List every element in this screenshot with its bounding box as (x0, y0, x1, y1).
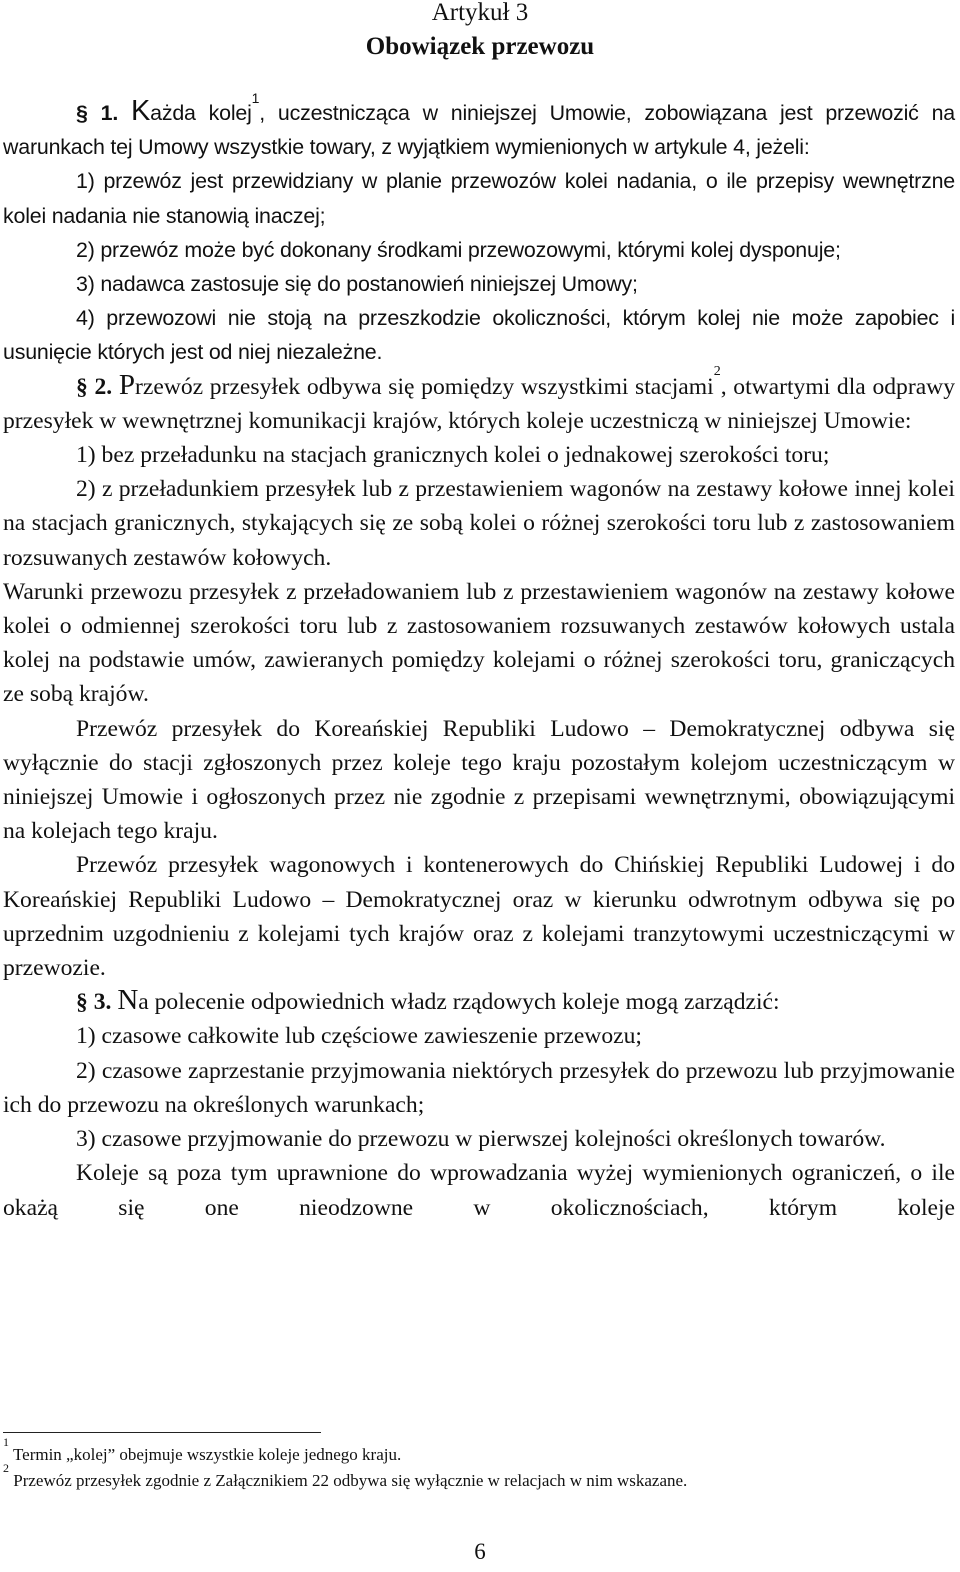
footnote-number: 1 (3, 1435, 9, 1449)
section-2-intro (3, 363, 955, 438)
footnote-1 (3, 1435, 402, 1466)
list-item: 1) czasowe całkowite lub częściowe zawieszenie przewozu; (76, 1023, 642, 1050)
article-body (3, 90, 955, 1225)
list-item: 4) przewozowi nie stoją na przeszkodzie okoliczności, którym kolej nie może zapobiec i usunięcie których jest od niej niezależne. (3, 306, 955, 365)
section-number: 3. (93, 989, 112, 1016)
section-1-intro (3, 90, 955, 164)
section-3-intro (3, 985, 955, 1019)
drop-capital: P (118, 368, 136, 401)
drop-capital: K (131, 95, 151, 127)
page-number: 6 (474, 1539, 486, 1564)
footnote-ref-1: 1 (251, 90, 260, 106)
section-3 (3, 985, 955, 1224)
list-item: 1) przewóz jest przewidziany w planie przewozów kolei nadania, o ile przepisy wewnętrzne kolei nadania nie stanowią inaczej; (3, 169, 955, 228)
footnote-text: Przewóz przesyłek zgodnie z Załącznikiem 22 odbywa się wyłącznie w relacjach w nim wskazane. (13, 1471, 688, 1490)
conditions-paragraph: Warunki przewozu przesyłek z przeładowaniem lub z przestawieniem wagonów na zestawy kołowe kolei o odmiennej szerokości toru lub z zastosowaniem rozsuwanych zestawów kołowych ustala kolej na podstawie umów, zawieranych pomiędzy kolejami o różnej szerokości toru, graniczących ze sobą krajów. (3, 578, 955, 708)
list-item: 1) bez przeładunku na stacjach granicznych kolei o jednakowej szerokości toru; (76, 442, 830, 469)
footnote-number: 2 (3, 1461, 9, 1475)
footnote-2 (3, 1461, 688, 1492)
section-number: 1. (100, 101, 119, 125)
drop-capital: N (117, 984, 139, 1017)
article-title: Obowiązek przewozu (365, 33, 595, 60)
china-paragraph: Przewóz przesyłek wagonowych i kontenerowych do Chińskiej Republiki Ludowej i do Koreańskiej Republiki Ludowo – Demokratycznej oraz w kierunku odwrotnym odbywa się po uprzednim uzgodnieniu z kolejami tych krajów oraz z kolejami tranzytowymi uczestniczącymi w przewozie. (3, 852, 955, 982)
list-item: 2) z przeładunkiem przesyłek lub z przestawieniem wagonów na zestawy kołowe innej kolei na stacjach granicznych, stykających się ze sobą kolei o różnej szerokości toru lub z zastosowaniem rozsuwanych zestawów kołowych. (3, 476, 955, 571)
section-1-tail: , uczestnicząca w niniejszej Umowie, zobowiązana jest przewozić na warunkach tej Umowy wszystkie towary, z wyjątkiem wymienionych w artykule 4, jeżeli: (3, 101, 955, 160)
korea-paragraph: Przewóz przesyłek do Koreańskiej Republiki Ludowo – Demokratycznej odbywa się wyłącznie do stacji zgłoszonych przez koleje tego kraju pozostałym kolejom uczestniczącym w niniejszej Umowie i ogłoszonych przez nie zgodnie z przepisami wewnętrznymi, obowiązującymi na kolejach tego kraju. (3, 715, 955, 845)
list-item: 2) czasowe zaprzestanie przyjmowania niektórych przesyłek do przewozu lub przyjmowanie ich do przewozu na określonych warunkach; (3, 1057, 955, 1118)
list-item: 3) czasowe przyjmowanie do przewozu w pierwszej kolejności określonych towarów. (76, 1126, 886, 1153)
section-sign: § (76, 989, 88, 1016)
section-sign: § (76, 101, 88, 125)
section-sign: § (76, 373, 88, 400)
list-item: 2) przewóz może być dokonany środkami przewozowymi, którymi kolej dysponuje; (76, 237, 841, 262)
article-number: Artykuł 3 (431, 0, 529, 26)
section-2 (3, 363, 955, 986)
final-paragraph: Koleje są poza tym uprawnione do wprowadzania wyżej wymienionych ograniczeń, o ile okażą się one nieodzowne w okolicznościach, którym koleje (3, 1160, 955, 1221)
footnote-ref-2: 2 (713, 363, 721, 379)
section-1 (3, 90, 955, 370)
section-1-lead: ażda kolej (150, 101, 252, 125)
footnote-separator (3, 1432, 321, 1433)
section-3-lead: a polecenie odpowiednich władz rządowych koleje mogą zarządzić: (138, 989, 780, 1016)
list-item: 3) nadawca zastosuje się do postanowień niniejszej Umowy; (76, 272, 638, 297)
section-2-tail: , otwartymi dla odprawy przesyłek w wewnętrznej komunikacji krajów, których koleje uczestniczą w niniejszej Umowie: (3, 373, 955, 434)
footnote-text: Termin „kolej” obejmuje wszystkie koleje jednego kraju. (12, 1445, 402, 1464)
section-2-lead: rzewóz przesyłek odbywa się pomiędzy wszystkimi stacjami (135, 373, 714, 400)
section-number: 2. (94, 373, 113, 400)
